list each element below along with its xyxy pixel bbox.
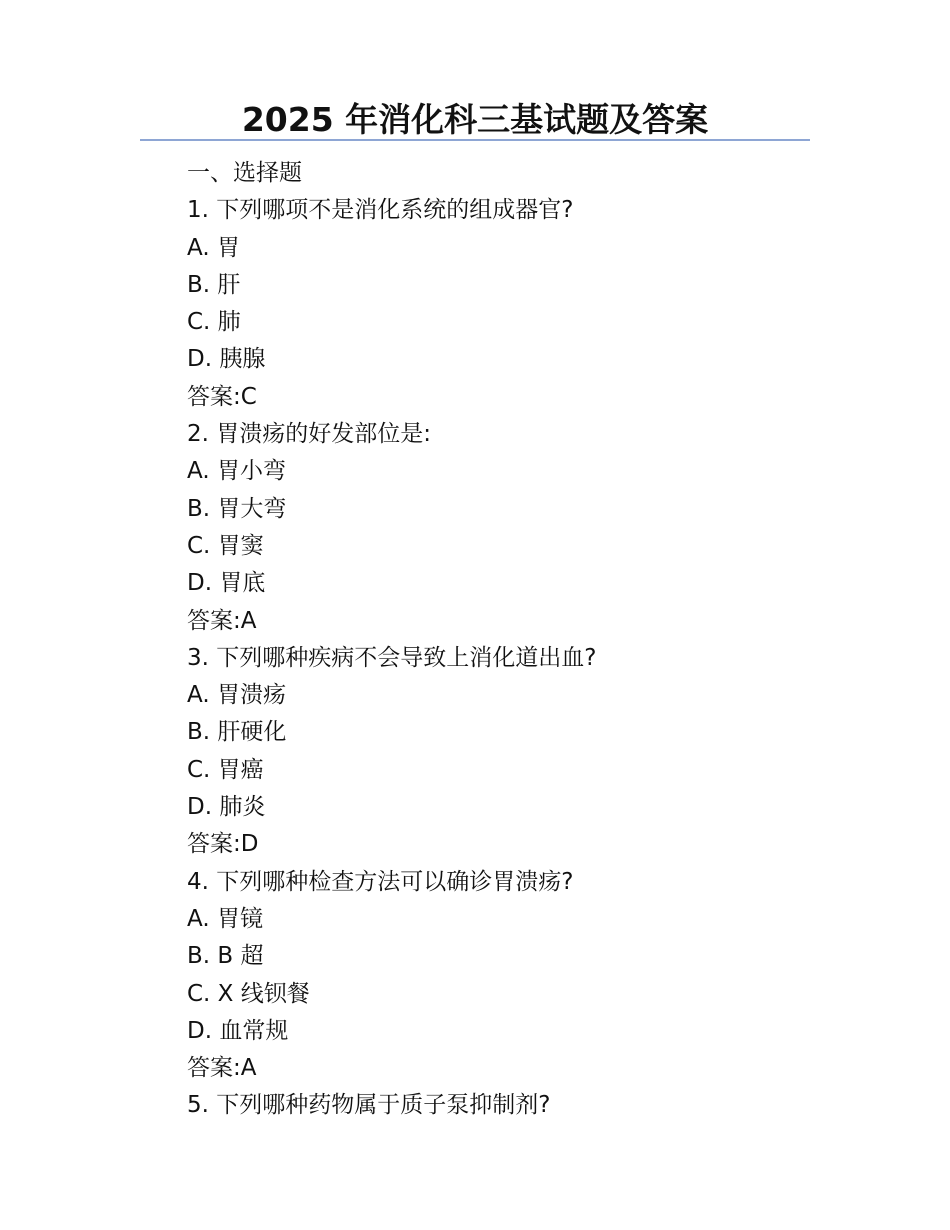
option-line: A. 胃小弯 [187, 458, 286, 485]
answer-line: 答案:A [187, 1055, 257, 1082]
question-5: 5. 下列哪种药物属于质子泵抑制剂? [187, 1092, 551, 1119]
question-3: 3. 下列哪种疾病不会导致上消化道出血? [187, 644, 597, 671]
option-line: C. X 线钡餐 [187, 980, 310, 1007]
title-underline [140, 139, 810, 141]
option-line: B. B 超 [187, 943, 264, 970]
answer-line: 答案:A [187, 607, 257, 634]
answer-line: 答案:C [187, 383, 257, 410]
question-2: 2. 胃溃疡的好发部位是: [187, 421, 432, 448]
option-line: D. 血常规 [187, 1017, 289, 1044]
option-line: D. 胰腺 [187, 346, 266, 373]
option-line: B. 胃大弯 [187, 495, 287, 522]
question-1: 1. 下列哪项不是消化系统的组成器官? [187, 197, 574, 224]
document-body [187, 155, 807, 1125]
section-heading: 一、选择题 [187, 160, 302, 186]
question-4: 4. 下列哪种检查方法可以确诊胃溃疡? [187, 868, 574, 895]
answer-line: 答案:D [187, 831, 259, 858]
option-line: B. 肝硬化 [187, 719, 287, 746]
option-line: D. 胃底 [187, 570, 266, 597]
page-title: 2025 年消化科三基试题及答案 [241, 100, 709, 139]
option-line: D. 肺炎 [187, 794, 266, 821]
option-line: C. 胃癌 [187, 756, 264, 783]
option-line: A. 胃溃疡 [187, 682, 286, 709]
option-line: A. 胃 [187, 234, 240, 261]
option-line: C. 肺 [187, 309, 241, 336]
option-line: B. 肝 [187, 271, 241, 298]
option-line: C. 胃窦 [187, 532, 264, 559]
option-line: A. 胃镜 [187, 905, 263, 932]
